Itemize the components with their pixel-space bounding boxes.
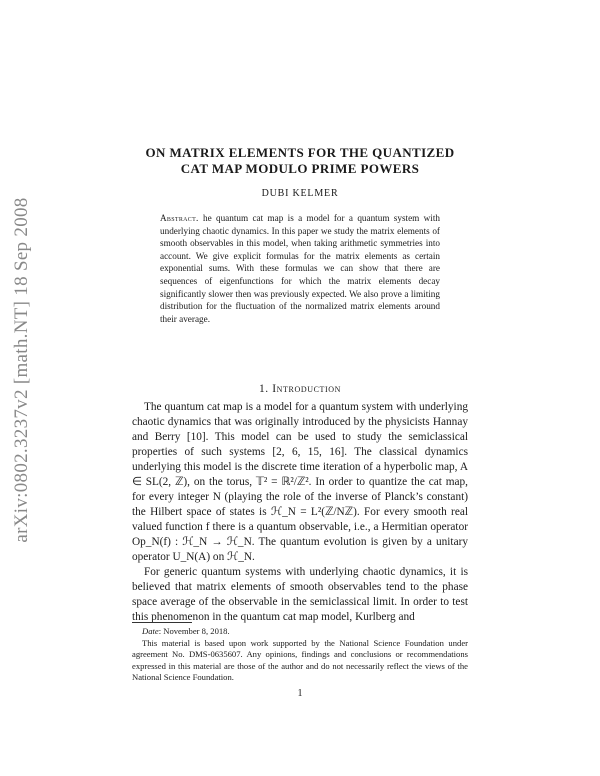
paragraph-1: The quantum cat map is a model for a quantum system with underlying chaotic dynamics that was originally introduced by the physicists Hannay and Berry [10]. This model can be used to study the semiclassical properties of such systems [2, 6, 15, 16]. The classical dynamics underlying this model is the discrete time iteration of a hyperbolic map, A ∈ SL(2, ℤ), on the torus, 𝕋² = ℝ²/ℤ². In order to quantize the cat map, for every integer N (playing the role of the inverse of Planck’s constant) the Hilbert space of states is ℋ_N = L²(ℤ/Nℤ). For every smooth real valued function f there is a quantum observable, i.e., a Hermitian operator Op_N(f) : ℋ_N → ℋ_N. The quantum evolution is given by a unitary operator U_N(A) on ℋ_N. xyxy=(132,401,468,563)
introduction-body xyxy=(132,400,468,625)
date-label: Date xyxy=(142,626,159,636)
footnotes xyxy=(132,626,468,684)
author-name: DUBI KELMER xyxy=(261,188,339,199)
abstract-text: he quantum cat map is a model for a quantum system with underlying chaotic dynamics. In this paper we study the matrix elements of smooth observables in this model, when taking arithmetic symmetries into account. We give explicit formulas for the matrix elements as certain exponential sums. With these formulas we can show that there are sequences of eigenfunctions for which the matrix elements decay significantly slower then was previously expected. We also prove a limiting distribution for the fluctuation of the normalized matrix elements around their average. xyxy=(160,213,440,324)
section-heading-introduction: 1. Introduction xyxy=(258,383,342,395)
paper-title-line-2: CAT MAP MODULO PRIME POWERS xyxy=(180,161,420,176)
page-number: 1 xyxy=(297,688,303,699)
paper-title-line-1: ON MATRIX ELEMENTS FOR THE QUANTIZED xyxy=(145,145,455,160)
abstract xyxy=(160,212,440,325)
footnote-funding: This material is based upon work supported by the National Science Foundation under agreement No. DMS-0635607. Any opinions, findings and conclusions or recommendations expressed in this material are those of the author and do not necessarily reflect the views of the National Science Foundation. xyxy=(132,637,468,682)
arxiv-sidebar-stamp xyxy=(4,180,40,560)
date-value: : November 8, 2018. xyxy=(158,626,230,636)
abstract-label: Abstract. xyxy=(160,213,199,223)
arxiv-identifier: arXiv:0802.3237v2 [math.NT] 18 Sep 2008 xyxy=(11,197,32,543)
footnote-date xyxy=(132,626,468,638)
paragraph-2: For generic quantum systems with underlying chaotic dynamics, it is believed that matrix elements of smooth observables tend to the phase space average of the observable in the semiclassical limit. In order to test this phenomenon in the quantum cat map model, Kurlberg and xyxy=(132,566,468,623)
footnote-rule xyxy=(132,622,192,623)
